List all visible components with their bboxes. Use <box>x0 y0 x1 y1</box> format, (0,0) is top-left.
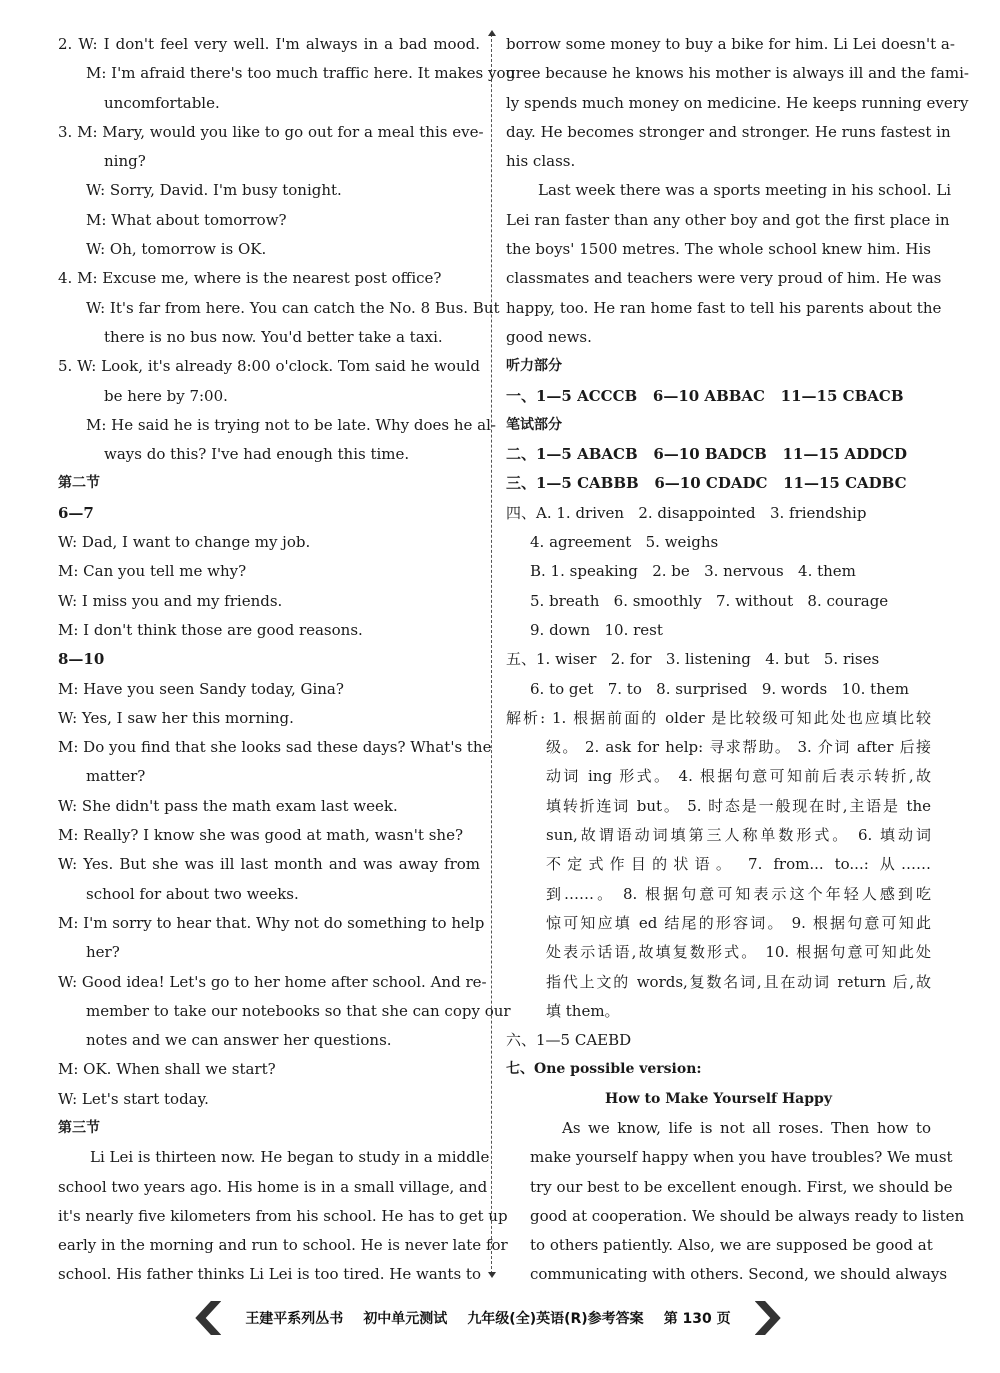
text-line: borrow some money to buy a bike for him. Li Lei doesn't a- <box>506 35 955 53</box>
left-column <box>58 30 516 1290</box>
text-line: matter? <box>86 767 146 786</box>
text-line: W: Dad, I want to change my job. <box>58 533 311 552</box>
explanation-line: 解析: 1. 根据前面的 older 是比较级可知此处也应填比较 <box>506 708 931 727</box>
text-line: W: Good idea! Let's go to her home after school. And re- <box>58 972 487 991</box>
text-line: good news. <box>506 327 592 346</box>
section-heading: 第三节 <box>58 1119 100 1136</box>
text-line: 5. W: Look, it's already 8:00 o'clock. Tom said he would <box>58 357 480 376</box>
answer-line: 五、1. wiser 2. for 3. listening 4. but 5. rises <box>506 650 880 669</box>
text-line: M: I'm sorry to hear that. Why not do something to help <box>58 913 485 932</box>
text-line: W: Let's start today. <box>58 1089 209 1108</box>
explanation-line: sun,故谓语动词填第三人称单数形式。 6. 填动词 <box>546 826 931 845</box>
text-line: day. He becomes stronger and stronger. He runs fastest in <box>506 122 951 141</box>
answer-line: 6. to get 7. to 8. surprised 9. words 10. them <box>530 679 909 698</box>
text-line: W: She didn't pass the math exam last week. <box>58 796 398 815</box>
text-line: there is no bus now. You'd better take a taxi. <box>104 327 443 346</box>
text-line: W: Oh, tomorrow is OK. <box>86 240 267 259</box>
text-line: M: Can you tell me why? <box>58 562 247 581</box>
text-line: member to take our notebooks so that she can copy our <box>86 1001 511 1020</box>
text-line: gree because he knows his mother is always ill and the fami- <box>506 64 969 83</box>
text-line: W: I miss you and my friends. <box>58 591 283 610</box>
section-heading: 听力部分 <box>506 358 562 375</box>
text-line: M: He said he is trying not to be late. Why does he al- <box>86 415 496 434</box>
text-line: school. His father thinks Li Lei is too tired. He wants to <box>58 1265 481 1284</box>
answer-line: 四、A. 1. driven 2. disappointed 3. friendship <box>506 503 867 522</box>
text-line: uncomfortable. <box>104 93 220 112</box>
text-line: be here by 7:00. <box>104 386 228 405</box>
essay-line: As we know, life is not all roses. Then how to <box>562 1118 931 1137</box>
text-line: 2. W: I don't feel very well. I'm always in a bad mood. <box>58 35 480 53</box>
essay-title: How to Make Yourself Happy <box>605 1090 832 1107</box>
text-line: M: I don't think those are good reasons. <box>58 620 363 639</box>
essay-line: try our best to be excellent enough. First, we should be <box>530 1177 953 1196</box>
text-line: his class. <box>506 152 576 171</box>
series-name: 王建平系列丛书 <box>245 1311 344 1327</box>
essay-line: to others patiently. Also, we are supposed be good at <box>530 1236 933 1255</box>
explanation-line: 动词 ing 形式。 4. 根据句意可知前后表示转折,故 <box>546 767 931 786</box>
text-line: 4. M: Excuse me, where is the nearest post office? <box>58 269 442 288</box>
answer-line: 4. agreement 5. weighs <box>530 533 719 552</box>
essay-line: communicating with others. Second, we should always <box>530 1265 948 1284</box>
text-line: 3. M: Mary, would you like to go out for a meal this eve- <box>58 122 484 141</box>
text-line: her? <box>86 943 120 962</box>
essay-line: good at cooperation. We should be always ready to listen <box>530 1206 965 1225</box>
text-line: M: What about tomorrow? <box>86 210 287 229</box>
text-line: W: It's far from here. You can catch the No. 8 Bus. But <box>86 298 500 317</box>
text-line: M: Really? I know she was good at math, wasn't she? <box>58 826 464 845</box>
subsection-label: 6—7 <box>58 503 94 522</box>
text-line: it's nearly five kilometers from his school. He has to get up <box>58 1206 508 1225</box>
explanation-line: 到……。 8. 根据句意可知表示这个年轻人感到吃 <box>546 884 931 903</box>
text-line: Lei ran faster than any other boy and got the first place in <box>506 210 950 229</box>
text-line: early in the morning and run to school. He is never late for <box>58 1236 508 1255</box>
page-number: 第 130 页 <box>663 1311 731 1327</box>
text-line: school two years ago. His home is in a small village, and <box>58 1177 488 1196</box>
section-heading: 笔试部分 <box>506 416 562 433</box>
text-line: M: OK. When shall we start? <box>58 1060 276 1079</box>
text-line: M: Do you find that she looks sad these days? What's the <box>58 738 492 757</box>
text-line: ways do this? I've had enough this time. <box>104 445 410 464</box>
answer-line: 六、1—5 CAEBD <box>506 1031 632 1050</box>
text-line: W: Yes. But she was ill last month and was away from <box>58 855 480 874</box>
explanation-line: 惊可知应填 ed 结尾的形容词。 9. 根据句意可知此 <box>546 913 931 932</box>
book-title: 初中单元测试 <box>363 1311 448 1327</box>
answer-line: 二、1—5 ABACB 6—10 BADCB 11—15 ADDCD <box>506 445 908 464</box>
text-line: Last week there was a sports meeting in his school. Li <box>538 181 952 200</box>
text-line: W: Yes, I saw her this morning. <box>58 708 294 727</box>
text-line: Li Lei is thirteen now. He began to study in a middle <box>90 1148 490 1167</box>
explanation-line: 填 them。 <box>546 1001 620 1020</box>
answer-line: B. 1. speaking 2. be 3. nervous 4. them <box>530 562 856 581</box>
explanation-line: 处表示话语,故填复数形式。 10. 根据句意可知此处 <box>546 943 931 962</box>
text-line: M: I'm afraid there's too much traffic here. It makes you <box>86 64 516 83</box>
explanation-line: 指代上文的 words,复数名词,且在动词 return 后,故 <box>546 972 931 991</box>
subject-label: 九年级(全)英语(R)参考答案 <box>467 1311 644 1327</box>
answer-line: 一、1—5 ACCCB 6—10 ABBAC 11—15 CBACB <box>506 386 904 405</box>
explanation-line: 不定式作目的状语。 7. from... to...: 从…… <box>546 855 931 874</box>
answer-line: 三、1—5 CABBB 6—10 CDADC 11—15 CADBC <box>506 474 907 493</box>
explanation-line: 级。 2. ask for help: 寻求帮助。 3. 介词 after 后接 <box>546 738 931 757</box>
text-line: notes and we can answer her questions. <box>86 1031 392 1050</box>
answer-line: 5. breath 6. smoothly 7. without 8. courage <box>530 591 889 610</box>
text-line: classmates and teachers were very proud of him. He was <box>506 269 942 288</box>
column-divider <box>491 34 492 1274</box>
right-column <box>506 30 969 1290</box>
text-line: the boys' 1500 metres. The whole school knew him. His <box>506 240 931 259</box>
chevron-left-icon <box>195 1301 221 1335</box>
explanation-line: 填转折连词 but。 5. 时态是一般现在时,主语是 the <box>546 796 931 815</box>
text-line: W: Sorry, David. I'm busy tonight. <box>86 181 342 200</box>
section-heading: 第二节 <box>58 475 100 492</box>
text-line: happy, too. He ran home fast to tell his parents about the <box>506 298 942 317</box>
text-line: ning? <box>104 152 146 171</box>
text-line: ly spends much money on medicine. He keeps running every <box>506 93 969 112</box>
subsection-label: 8—10 <box>58 650 105 669</box>
essay-line: make yourself happy when you have troubles? We must <box>530 1148 953 1167</box>
text-line: school for about two weeks. <box>86 884 299 903</box>
text-line: M: Have you seen Sandy today, Gina? <box>58 679 344 698</box>
answer-line: 9. down 10. rest <box>530 620 663 639</box>
chevron-right-icon <box>755 1301 781 1335</box>
page-footer <box>188 1298 788 1338</box>
answer-line: 七、One possible version: <box>506 1061 702 1078</box>
